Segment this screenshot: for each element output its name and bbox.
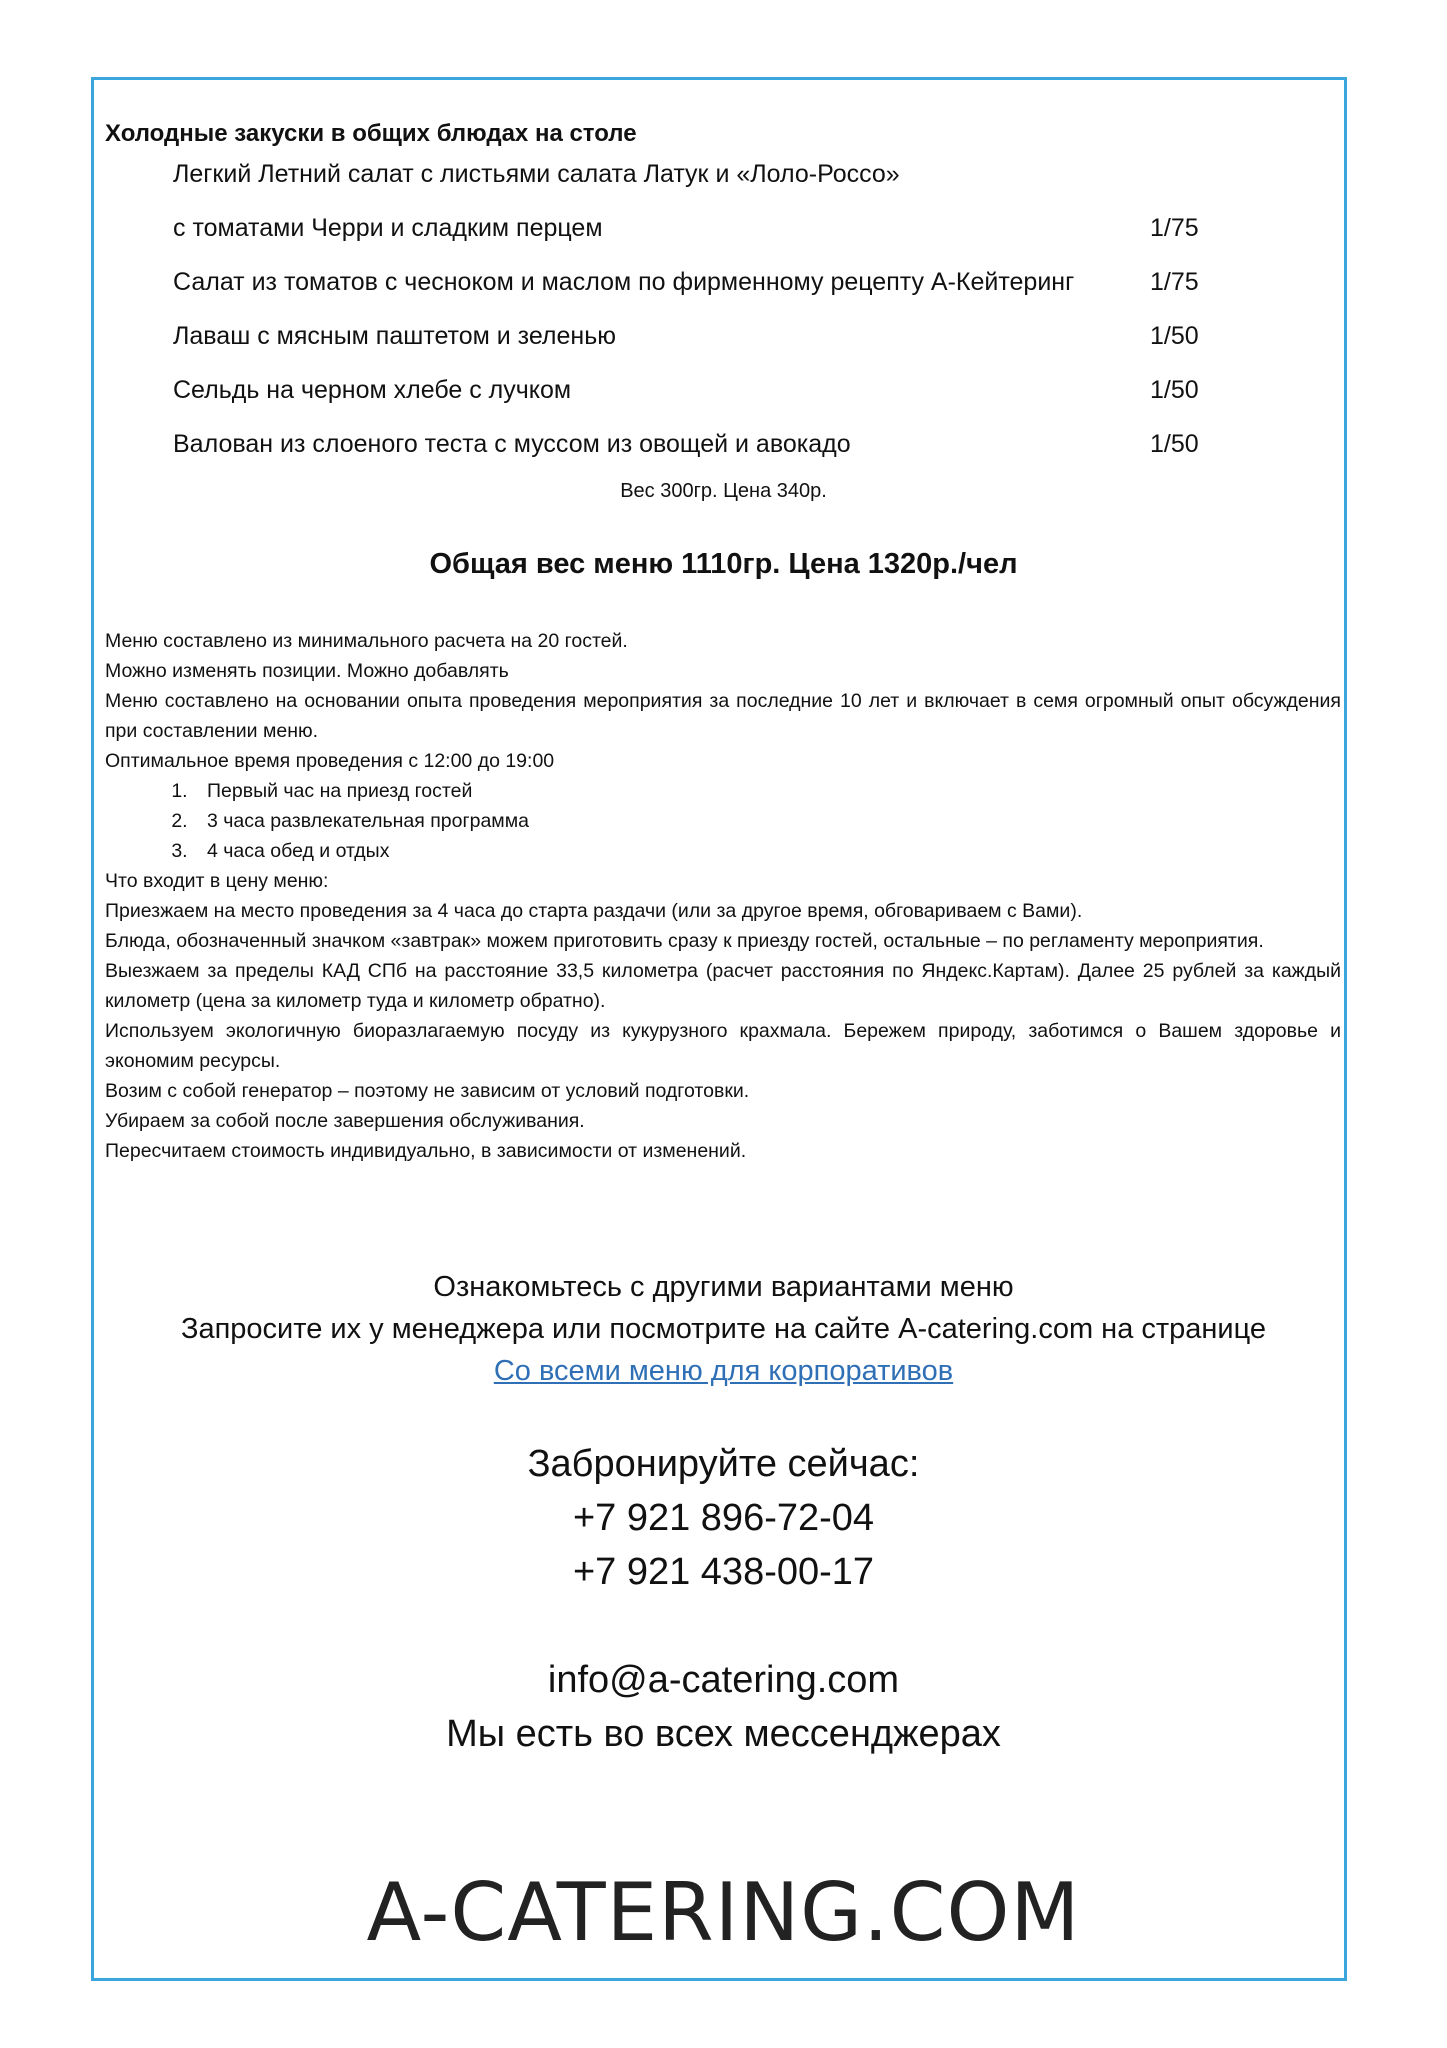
dish-portion: 1/75 bbox=[1150, 214, 1199, 242]
weight-price: Вес 300гр. Цена 340р. bbox=[620, 480, 827, 502]
other-menus-block bbox=[0, 1266, 1447, 1392]
menu-total: Общая вес меню 1110гр. Цена 1320р./чел bbox=[429, 548, 1018, 580]
booking-block bbox=[0, 1437, 1447, 1761]
schedule-item: 2. 3 часа развлекательная программа bbox=[193, 806, 1341, 836]
note-line: Оптимальное время проведения с 12:00 до 19:00 bbox=[105, 750, 555, 772]
phone-number[interactable]: +7 921 896-72-04 bbox=[572, 1497, 875, 1539]
note-line: Убираем за собой после завершения обслуживания. bbox=[105, 1110, 585, 1132]
note-line: Блюда, обозначенный значком «завтрак» можем приготовить сразу к приезду гостей, остальные – по регламенту мероприятия. bbox=[105, 930, 1264, 952]
spacer bbox=[0, 1599, 1447, 1653]
note-line: Меню составлено на основании опыта проведения мероприятия за последние 10 лет и включает в семя огромный опыт обсуждения при составлении меню. bbox=[105, 690, 1341, 742]
note-line: Пересчитаем стоимость индивидуально, в зависимости от изменений. bbox=[105, 1140, 747, 1162]
schedule-list bbox=[105, 776, 1341, 866]
phone-number[interactable]: +7 921 438-00-17 bbox=[572, 1551, 875, 1593]
cta-line: Запросите их у менеджера или посмотрите на сайте A-catering.com на странице bbox=[180, 1313, 1267, 1345]
messengers-note: Мы есть во всех мессенджерах bbox=[446, 1713, 1001, 1755]
menu-item bbox=[173, 424, 1208, 478]
section-title: Холодные закуски в общих блюдах на столе bbox=[105, 120, 637, 147]
dish-name: с томатами Черри и сладким перцем bbox=[173, 214, 603, 242]
note-line: Выезжаем за пределы КАД СПб на расстояние 33,5 километра (расчет расстояния по Яндекс.Картам). Далее 25 рублей за каждый километр (цена за километр туда и километр обратно). bbox=[105, 960, 1341, 1012]
dish-name: Лаваш с мясным паштетом и зеленью bbox=[173, 322, 616, 350]
note-line: Что входит в цену меню: bbox=[105, 870, 329, 892]
note-line: Приезжаем на место проведения за 4 часа до старта раздачи (или за другое время, обговариваем с Вами). bbox=[105, 900, 1083, 922]
menu-item bbox=[173, 370, 1208, 424]
note-line: Можно изменять позиции. Можно добавлять bbox=[105, 660, 509, 682]
menu-item bbox=[173, 262, 1208, 316]
note-line: Используем экологичную биоразлагаемую посуду из кукурузного крахмала. Бережем природу, заботимся о Вашем здоровье и экономим ресурсы. bbox=[105, 1020, 1341, 1072]
dish-portion: 1/75 bbox=[1150, 268, 1199, 296]
booking-title: Забронируйте сейчас: bbox=[527, 1443, 920, 1485]
schedule-item: 1. Первый час на приезд гостей bbox=[193, 776, 1341, 806]
dish-portion: 1/50 bbox=[1150, 322, 1199, 350]
schedule-item: 3. 4 часа обед и отдых bbox=[193, 836, 1341, 866]
dish-name: Салат из томатов с чесноком и маслом по фирменному рецепту А-Кейтеринг bbox=[173, 268, 1075, 296]
corporate-menus-link[interactable]: Со всеми меню для корпоративов bbox=[493, 1355, 954, 1387]
dish-name: Легкий Летний салат с листьями салата Латук и «Лоло-Россо» bbox=[173, 160, 900, 188]
menu-item bbox=[173, 208, 1208, 262]
menu-item bbox=[173, 154, 1208, 208]
dish-name: Сельдь на черном хлебе с лучком bbox=[173, 376, 572, 404]
cta-line: Ознакомьтесь с другими вариантами меню bbox=[433, 1271, 1014, 1303]
dish-portion: 1/50 bbox=[1150, 430, 1199, 458]
note-line: Меню составлено из минимального расчета на 20 гостей. bbox=[105, 630, 628, 652]
email-address[interactable]: info@a-catering.com bbox=[547, 1659, 900, 1701]
brand-logo: A-CATERING.COM bbox=[366, 1866, 1081, 1959]
menu-notes bbox=[105, 626, 1341, 1166]
menu-list bbox=[173, 154, 1208, 478]
menu-item bbox=[173, 316, 1208, 370]
note-line: Возим с собой генератор – поэтому не зависим от условий подготовки. bbox=[105, 1080, 750, 1102]
dish-name: Валован из слоеного теста с муссом из овощей и авокадо bbox=[173, 430, 851, 458]
dish-portion: 1/50 bbox=[1150, 376, 1199, 404]
